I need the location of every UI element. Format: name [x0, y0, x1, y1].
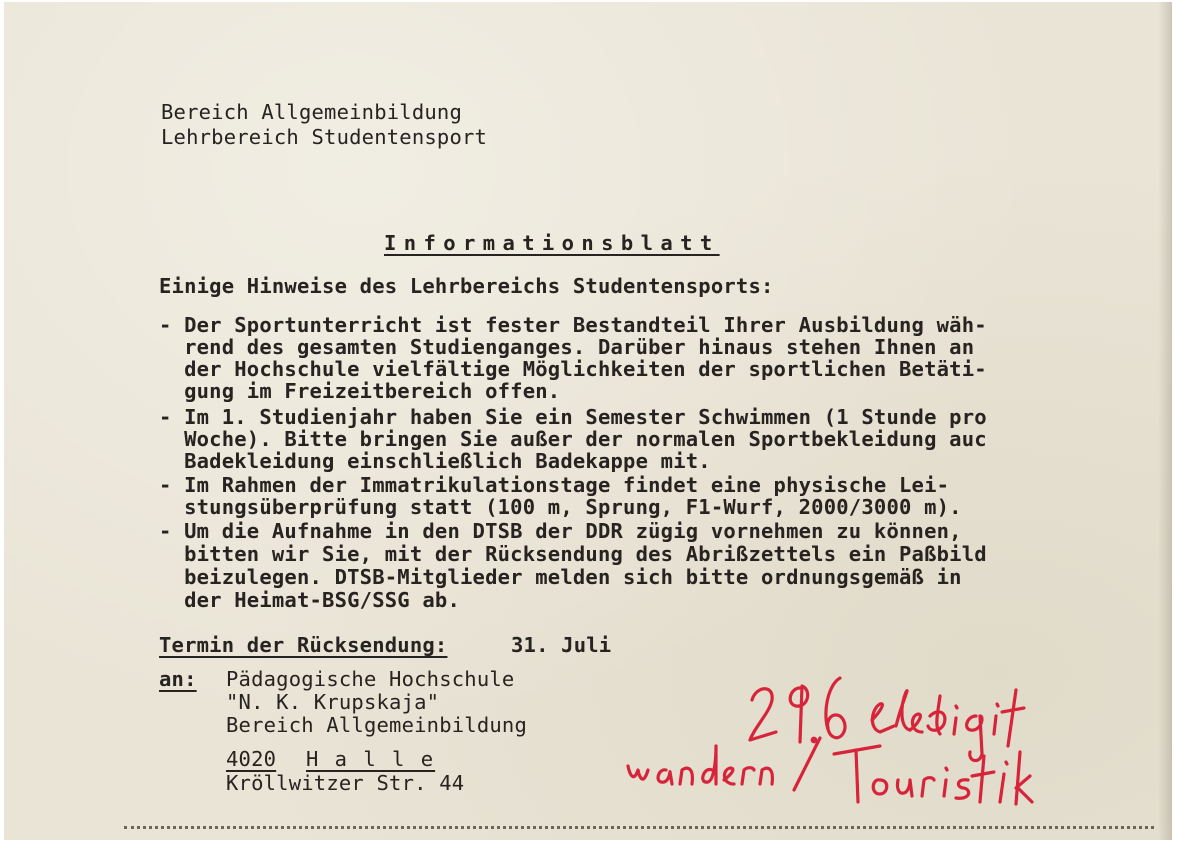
address-street: Kröllwitzer Str. 44	[226, 771, 465, 795]
body-line: - Im Rahmen der Immatrikulationstage findet eine physische Lei-	[159, 473, 950, 497]
header-subdepartment: Lehrbereich Studentensport	[161, 125, 488, 149]
body-line: - Der Sportunterricht ist fester Bestandteil Ihrer Ausbildung wäh-	[159, 313, 987, 337]
body-line: Woche). Bitte bringen Sie außer der normalen Sportbekleidung auc	[159, 427, 987, 451]
body-line: bitten wir Sie, mit der Rücksendung des Abrißzettels ein Paßbild	[159, 542, 987, 566]
body-line: Badekleidung einschließlich Badekappe mit.	[159, 449, 711, 473]
address-institution: Pädagogische Hochschule	[226, 667, 515, 691]
body-line: - Um die Aufnahme in den DTSB der DDR zügig vornehmen zu können,	[159, 519, 962, 543]
body-line: - Im 1. Studienjahr haben Sie ein Semester Schwimmen (1 Stunde pro	[159, 405, 987, 429]
document-page	[4, 2, 1172, 840]
body-line: der Hochschule vielfältige Möglichkeiten der sportlichen Betäti-	[159, 357, 987, 381]
tear-off-perforation	[124, 826, 1154, 829]
body-line: rend des gesamten Studienganges. Darüber hinaus stehen Ihnen an	[159, 335, 975, 359]
deadline-value: 31. Juli	[511, 633, 612, 657]
page-edge-shadow	[1158, 2, 1172, 840]
address-label: an:	[159, 667, 197, 691]
address-postcode: 4020	[226, 747, 277, 771]
address-city: H a l l e	[306, 747, 436, 771]
address-namesake: "N. K. Krupskaja"	[226, 690, 440, 714]
header-department: Bereich Allgemeinbildung	[161, 100, 463, 124]
handwritten-note	[604, 642, 1064, 832]
body-line: stungsüberprüfung statt (100 m, Sprung, F1-Wurf, 2000/3000 m).	[159, 495, 962, 519]
document-title: Informationsblatt	[384, 231, 720, 255]
deadline-label: Termin der Rücksendung:	[159, 633, 448, 657]
address-department: Bereich Allgemeinbildung	[226, 713, 528, 737]
intro-line: Einige Hinweise des Lehrbereichs Studentensports:	[159, 274, 774, 298]
body-line: der Heimat-BSG/SSG ab.	[159, 588, 461, 612]
body-line: beizulegen. DTSB-Mitglieder melden sich bitte ordnungsgemäß in	[159, 565, 962, 589]
body-line: gung im Freizeitbereich offen.	[159, 379, 561, 403]
